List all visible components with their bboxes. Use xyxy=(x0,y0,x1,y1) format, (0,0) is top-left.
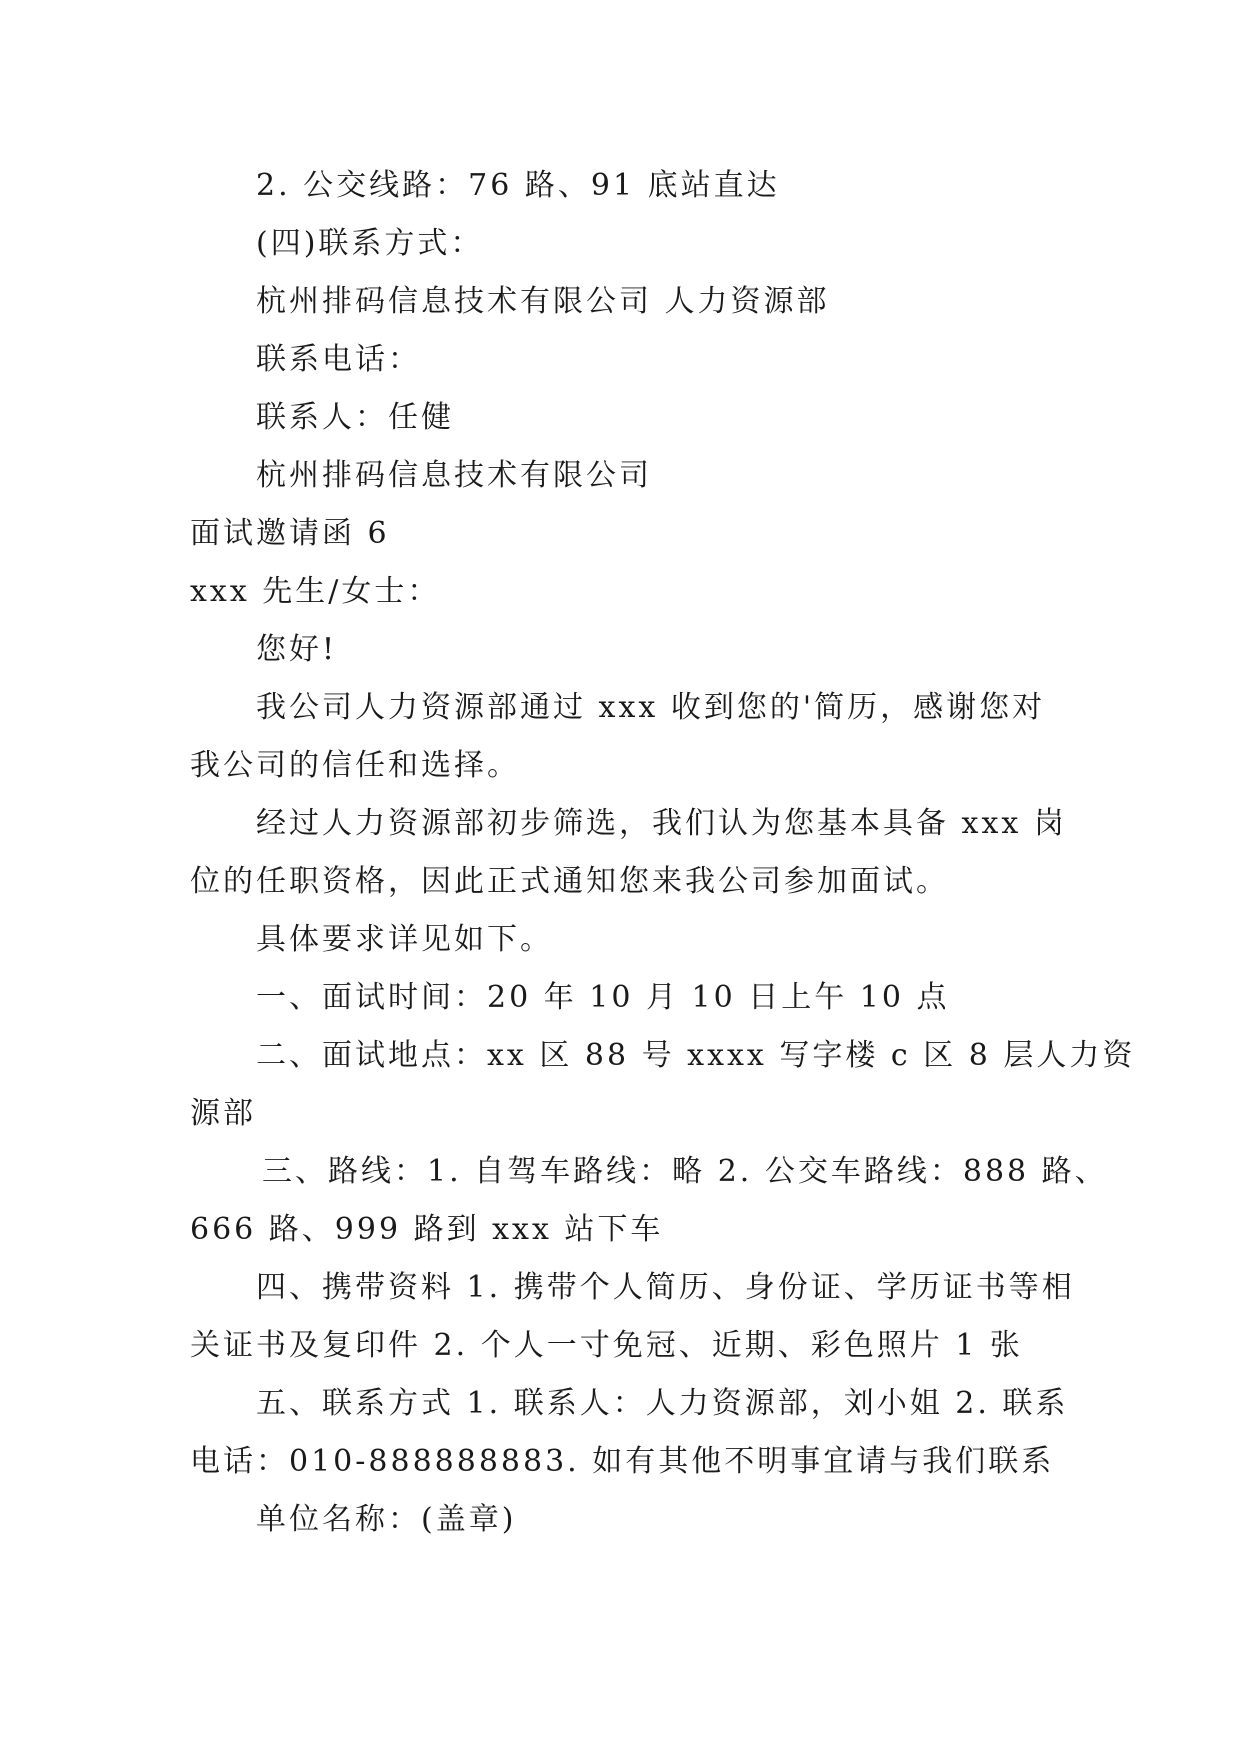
route-line: 三、路线：1. 自驾车路线：略 2. 公交车路线：888 路、 xyxy=(262,1154,1108,1189)
paragraph-line: 具体要求详见如下。 xyxy=(256,922,553,957)
paragraph-line: 我公司的信任和选择。 xyxy=(190,748,520,783)
interview-location-line: 二、面试地点：xx 区 88 号 xxxx 写字楼 c 区 8 层人力资 xyxy=(256,1038,1136,1073)
organization-seal-line: 单位名称：(盖章) xyxy=(256,1502,517,1537)
contact-person-line: 联系人：任健 xyxy=(256,400,454,435)
contact-phone-label: 联系电话： xyxy=(256,342,421,377)
paragraph-line: 经过人力资源部初步筛选，我们认为您基本具备 xxx 岗 xyxy=(256,806,1067,841)
contact-info-line: 五、联系方式 1. 联系人：人力资源部，刘小姐 2. 联系 xyxy=(256,1386,1069,1421)
paragraph-line: 我公司人力资源部通过 xxx 收到您的'简历，感谢您对 xyxy=(256,690,1046,725)
paragraph-line: 位的任职资格，因此正式通知您来我公司参加面试。 xyxy=(190,864,949,899)
materials-line: 四、携带资料 1. 携带个人简历、身份证、学历证书等相 xyxy=(256,1270,1075,1305)
contact-info-line: 电话：010-888888883. 如有其他不明事宜请与我们联系 xyxy=(190,1444,1055,1479)
contact-section-heading: (四)联系方式： xyxy=(256,226,484,261)
interview-location-line: 源部 xyxy=(190,1096,256,1131)
greeting: 您好! xyxy=(256,632,338,667)
letter-title: 面试邀请函 6 xyxy=(190,516,390,551)
interview-time-line: 一、面试时间：20 年 10 月 10 日上午 10 点 xyxy=(256,980,950,1015)
materials-line: 关证书及复印件 2. 个人一寸免冠、近期、彩色照片 1 张 xyxy=(190,1328,1023,1363)
company-signature: 杭州排码信息技术有限公司 xyxy=(256,458,652,493)
salutation: xxx 先生/女士： xyxy=(190,574,441,609)
bus-route-line: 2. 公交线路：76 路、91 底站直达 xyxy=(256,168,780,203)
company-department-line: 杭州排码信息技术有限公司 人力资源部 xyxy=(256,284,830,319)
route-line: 666 路、999 路到 xxx 站下车 xyxy=(190,1212,664,1247)
